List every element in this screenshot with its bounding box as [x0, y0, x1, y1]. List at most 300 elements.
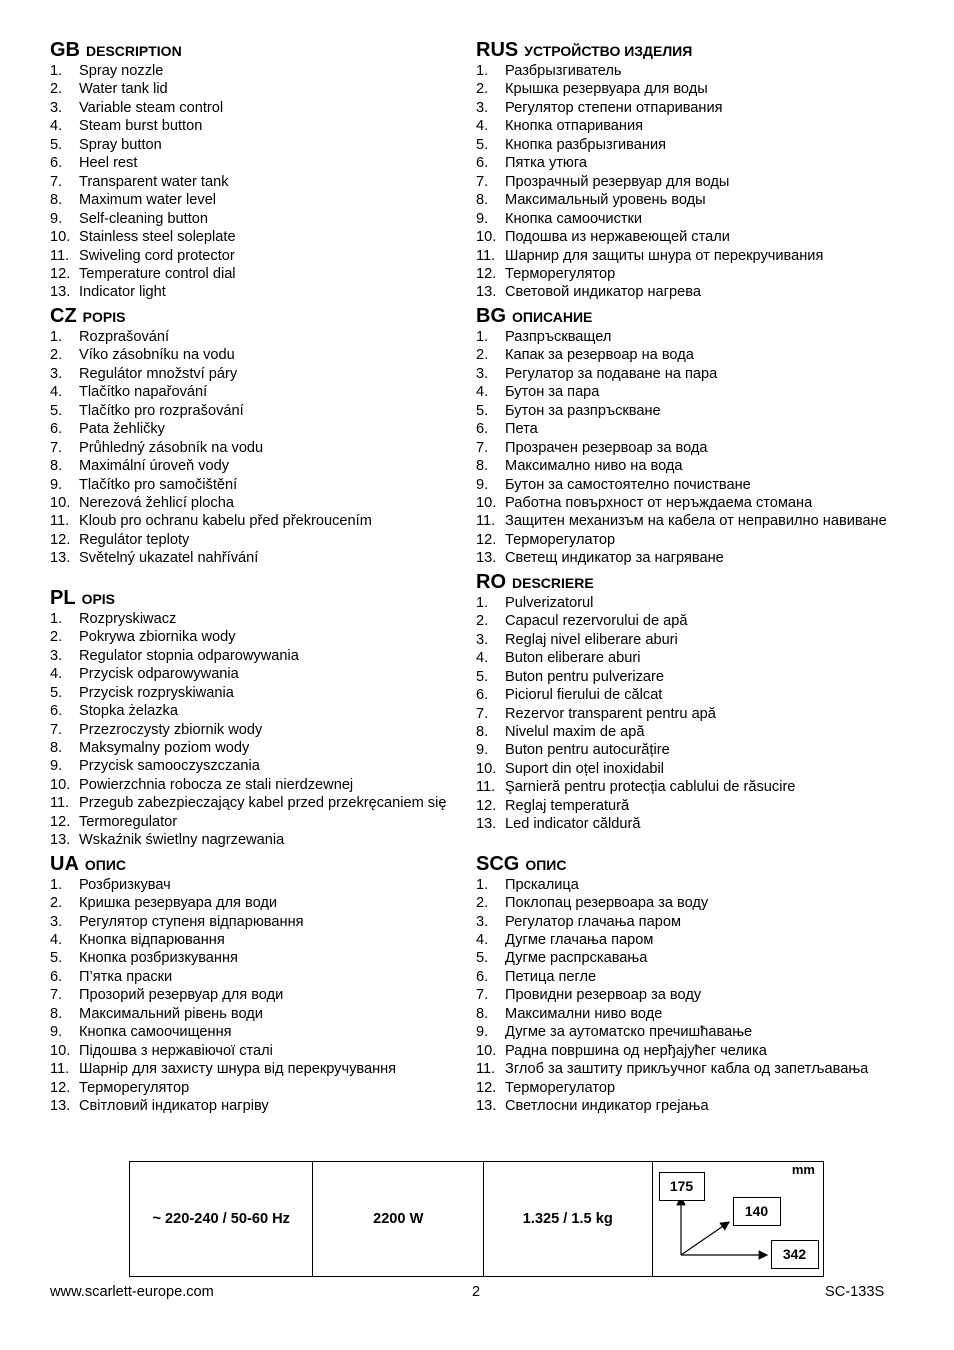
item-number: 3. — [50, 365, 63, 382]
list-item — [476, 815, 896, 833]
item-number: 13. — [50, 284, 71, 301]
item-label: Stainless steel soleplate — [79, 229, 236, 246]
list-item — [50, 154, 470, 172]
item-label: Termoregulator — [79, 813, 178, 830]
parts-list — [50, 62, 470, 302]
item-number: 4. — [50, 118, 63, 135]
item-label: Regulator stopnia odparowywania — [79, 647, 299, 664]
list-item — [476, 420, 896, 438]
item-label: Wskaźnik świetlny nagrzewania — [79, 832, 285, 849]
item-label: Підошва з нержавіючої сталі — [79, 1042, 273, 1059]
item-number: 9. — [476, 742, 489, 759]
item-label: Stopka żelazka — [79, 703, 178, 720]
section-heading — [476, 304, 896, 328]
item-label: Buton eliberare aburi — [505, 650, 641, 667]
item-number: 4. — [476, 384, 489, 401]
list-item — [476, 986, 896, 1004]
specifications-table — [129, 1161, 824, 1277]
list-item — [476, 649, 896, 667]
item-number: 10. — [476, 494, 497, 511]
item-label: Терморегулатор — [505, 531, 616, 548]
list-item — [476, 1097, 896, 1115]
item-number: 6. — [50, 968, 63, 985]
item-label: Variable steam control — [79, 99, 224, 116]
item-number: 10. — [476, 760, 497, 777]
language-code: UA — [50, 852, 79, 875]
list-item — [50, 665, 470, 683]
section-cz — [50, 304, 470, 568]
list-item — [476, 1060, 896, 1078]
list-item — [476, 705, 896, 723]
list-item — [476, 439, 896, 457]
item-number: 7. — [476, 173, 489, 190]
list-item — [50, 628, 470, 646]
list-item — [50, 1023, 470, 1041]
item-number: 8. — [476, 458, 489, 475]
list-item — [476, 778, 896, 796]
list-item — [50, 831, 470, 849]
item-number: 3. — [50, 99, 63, 116]
item-number: 4. — [50, 932, 63, 949]
list-item — [476, 949, 896, 967]
item-label: Кнопка самоочищення — [79, 1024, 232, 1041]
item-label: Maximální úroveň vody — [79, 458, 230, 475]
item-label: Световой индикатор нагрева — [505, 284, 701, 301]
section-title: ОПИС — [84, 856, 127, 873]
item-label: Работна повърхност от неръждаема стомана — [505, 494, 813, 511]
item-label: Регулятор ступеня відпарювання — [79, 913, 304, 930]
item-number: 7. — [50, 987, 63, 1004]
item-label: Максимално ниво на вода — [505, 458, 683, 475]
section-scg — [476, 852, 896, 1116]
item-label: Piciorul fierului de călcat — [505, 687, 663, 704]
list-item — [476, 612, 896, 630]
item-label: Максимальный уровень воды — [505, 192, 706, 209]
item-number: 13. — [476, 284, 497, 301]
item-label: Regulátor množství páry — [79, 365, 238, 382]
item-label: Self-cleaning button — [79, 210, 208, 227]
section-spacer — [476, 834, 896, 850]
item-number: 11. — [50, 1061, 70, 1078]
item-label: Temperature control dial — [79, 265, 236, 282]
item-number: 9. — [50, 1024, 63, 1041]
item-number: 3. — [476, 913, 489, 930]
item-label: Nivelul maxim de apă — [505, 723, 645, 740]
list-item — [50, 494, 470, 512]
list-item — [50, 265, 470, 283]
list-item — [476, 283, 896, 301]
item-number: 2. — [50, 81, 63, 98]
item-label: Светлосни индикатор грејања — [505, 1098, 709, 1115]
list-item — [50, 402, 470, 420]
item-number: 5. — [476, 668, 489, 685]
depth-dimension: 140 — [733, 1197, 781, 1226]
length-dimension: 342 — [771, 1240, 819, 1269]
list-item — [476, 741, 896, 759]
section-ro — [476, 570, 896, 834]
item-label: Дугме распрскавања — [505, 950, 648, 967]
list-item — [476, 346, 896, 364]
item-number: 1. — [50, 610, 63, 627]
item-number: 8. — [476, 1005, 489, 1022]
section-title: DESCRIPTION — [86, 43, 182, 59]
list-item — [476, 210, 896, 228]
item-number: 5. — [50, 950, 63, 967]
item-label: Бутон за пара — [505, 384, 600, 401]
item-label: Крышка резервуара для воды — [505, 81, 708, 98]
item-number: 4. — [476, 118, 489, 135]
list-item — [50, 549, 470, 567]
item-number: 5. — [50, 136, 63, 153]
item-number: 1. — [476, 328, 489, 345]
item-number: 13. — [50, 1098, 71, 1115]
item-label: Максимальний рівень води — [79, 1005, 263, 1022]
item-label: Powierzchnia robocza ze stali nierdzewnej — [79, 776, 354, 793]
item-number: 1. — [50, 328, 63, 345]
list-item — [476, 383, 896, 401]
item-label: Transparent water tank — [79, 173, 229, 190]
item-number: 10. — [50, 776, 71, 793]
item-label: Петица пегле — [505, 968, 597, 985]
item-label: Reglaj temperatură — [505, 797, 630, 814]
list-item — [476, 62, 896, 80]
item-number: 6. — [476, 968, 489, 985]
item-label: Шарнир для защиты шнура от перекручивания — [505, 247, 824, 264]
item-number: 5. — [476, 402, 489, 419]
list-item — [50, 1060, 470, 1078]
section-spacer — [50, 568, 470, 584]
item-number: 6. — [50, 155, 63, 172]
item-label: Пета — [505, 421, 538, 438]
item-number: 11. — [476, 247, 496, 264]
item-label: Прозрачный резервуар для воды — [505, 173, 730, 190]
item-label: Разбрызгиватель — [505, 63, 622, 79]
item-number: 2. — [50, 347, 63, 364]
item-number: 3. — [50, 913, 63, 930]
item-number: 1. — [476, 876, 489, 893]
list-item — [50, 776, 470, 794]
section-heading — [50, 304, 470, 328]
section-title: ОПИСАНИЕ — [512, 308, 593, 325]
item-number: 11. — [50, 795, 70, 812]
list-item — [50, 949, 470, 967]
item-label: Tlačítko pro samočištění — [79, 476, 238, 493]
item-number: 1. — [50, 63, 63, 79]
list-item — [50, 739, 470, 757]
list-item — [50, 476, 470, 494]
section-heading — [476, 570, 896, 594]
list-item — [50, 346, 470, 364]
list-item — [50, 457, 470, 475]
item-label: Swiveling cord protector — [79, 247, 235, 264]
list-item — [50, 383, 470, 401]
item-label: П’ятка праски — [79, 968, 173, 985]
language-code: RO — [476, 570, 506, 593]
list-item — [50, 117, 470, 135]
item-number: 2. — [50, 895, 63, 912]
section-heading — [50, 38, 470, 62]
language-code: RUS — [476, 39, 519, 61]
item-label: Зглоб за заштиту прикључног кабла од запетљавања — [505, 1061, 869, 1078]
list-item — [50, 968, 470, 986]
list-item — [50, 610, 470, 628]
item-label: Tlačítko napařování — [79, 384, 208, 401]
list-item — [476, 457, 896, 475]
list-item — [476, 228, 896, 246]
item-label: Дугме глачања паром — [505, 932, 654, 949]
language-code: SCG — [476, 852, 520, 875]
list-item — [476, 531, 896, 549]
item-number: 11. — [50, 513, 70, 530]
list-item — [476, 668, 896, 686]
list-item — [50, 931, 470, 949]
item-number: 6. — [476, 155, 489, 172]
item-label: Spray nozzle — [79, 63, 164, 79]
item-label: Шарнір для захисту шнура від перекручування — [79, 1061, 397, 1078]
list-item — [50, 99, 470, 117]
list-item — [476, 723, 896, 741]
section-pl — [50, 586, 470, 850]
item-number: 13. — [476, 1098, 497, 1115]
item-label: Защитен механизъм на кабела от неправилно навиване — [505, 513, 887, 530]
item-number: 7. — [476, 705, 489, 722]
item-number: 10. — [476, 229, 497, 246]
list-item — [50, 913, 470, 931]
voltage-cell: ~ 220-240 / 50-60 Hz — [130, 1162, 313, 1276]
list-item — [476, 686, 896, 704]
list-item — [50, 365, 470, 383]
item-label: Дугме за аутоматско пречишћавање — [505, 1024, 753, 1041]
item-label: Suport din oțel inoxidabil — [505, 760, 665, 777]
item-number: 3. — [476, 365, 489, 382]
list-item — [476, 99, 896, 117]
item-number: 5. — [476, 136, 489, 153]
list-item — [476, 631, 896, 649]
left-column — [50, 36, 470, 1116]
item-label: Кнопка відпарювання — [79, 932, 225, 949]
item-label: Кнопка разбрызгивания — [505, 136, 667, 153]
item-label: Пятка утюга — [505, 155, 587, 172]
list-item — [476, 173, 896, 191]
item-number: 1. — [476, 594, 489, 611]
item-number: 1. — [476, 63, 489, 79]
list-item — [50, 702, 470, 720]
section-rus — [476, 38, 896, 302]
list-item — [50, 1042, 470, 1060]
list-item — [50, 1005, 470, 1023]
item-number: 10. — [50, 494, 71, 511]
language-code: CZ — [50, 304, 77, 327]
item-number: 1. — [50, 876, 63, 893]
item-label: Průhledný zásobník na vodu — [79, 439, 264, 456]
item-label: Кнопка самоочистки — [505, 210, 643, 227]
item-number: 9. — [476, 1024, 489, 1041]
item-number: 2. — [50, 629, 63, 646]
list-item — [50, 1079, 470, 1097]
item-label: Регулатор глачања паром — [505, 913, 681, 930]
section-ua — [50, 852, 470, 1116]
footer-website: www.scarlett-europe.com — [50, 1284, 214, 1300]
item-number: 8. — [476, 723, 489, 740]
language-code: PL — [50, 586, 76, 609]
item-label: Кнопка отпаривания — [505, 118, 644, 135]
list-item — [50, 876, 470, 894]
power-cell: 2200 W — [313, 1162, 484, 1276]
item-number: 3. — [476, 99, 489, 116]
item-number: 7. — [50, 439, 63, 456]
item-number: 11. — [50, 247, 70, 264]
list-item — [50, 136, 470, 154]
model-number: SC-133S — [825, 1284, 885, 1300]
item-number: 12. — [50, 265, 71, 282]
item-number: 11. — [476, 1061, 496, 1078]
item-label: Spray button — [79, 136, 162, 153]
page-number: 2 — [472, 1284, 481, 1300]
parts-list — [50, 610, 470, 850]
list-item — [50, 328, 470, 346]
list-item — [50, 80, 470, 98]
item-label: Przycisk rozpryskiwania — [79, 684, 234, 701]
item-number: 13. — [476, 816, 497, 833]
item-number: 8. — [476, 192, 489, 209]
item-number: 3. — [50, 647, 63, 664]
list-item — [50, 1097, 470, 1115]
list-item — [476, 594, 896, 612]
item-number: 11. — [476, 779, 496, 796]
section-title: DESCRIERE — [512, 574, 594, 591]
item-number: 6. — [50, 703, 63, 720]
item-label: Przycisk samooczyszczania — [79, 758, 260, 775]
item-number: 12. — [50, 531, 71, 548]
item-label: Heel rest — [79, 155, 138, 172]
list-item — [50, 439, 470, 457]
parts-list — [476, 876, 896, 1116]
item-number: 13. — [476, 550, 497, 567]
item-number: 2. — [476, 347, 489, 364]
list-item — [476, 760, 896, 778]
parts-list — [476, 328, 896, 568]
list-item — [476, 402, 896, 420]
item-number: 10. — [50, 1042, 71, 1059]
list-item — [476, 931, 896, 949]
item-label: Buton pentru autocurățire — [505, 742, 670, 759]
list-item — [50, 721, 470, 739]
item-number: 12. — [50, 1079, 71, 1096]
parts-list — [476, 62, 896, 302]
list-item — [476, 154, 896, 172]
item-number: 4. — [476, 932, 489, 949]
list-item — [476, 913, 896, 931]
list-item — [50, 420, 470, 438]
list-item — [50, 173, 470, 191]
list-item — [476, 80, 896, 98]
list-item — [476, 191, 896, 209]
item-number: 9. — [50, 758, 63, 775]
list-item — [50, 986, 470, 1004]
item-label: Pata žehličky — [79, 421, 165, 438]
item-number: 8. — [50, 192, 63, 209]
item-label: Прозрачен резервоар за вода — [505, 439, 708, 456]
item-number: 12. — [476, 1079, 497, 1096]
section-bg — [476, 304, 896, 568]
item-label: Терморегулатор — [505, 1079, 616, 1096]
list-item — [476, 365, 896, 383]
item-number: 2. — [476, 613, 489, 630]
item-label: Радна површина од нерђајућег челика — [505, 1042, 767, 1059]
item-label: Przegub zabezpieczający kabel przed przekręcaniem się — [79, 795, 447, 812]
item-number: 5. — [50, 402, 63, 419]
item-number: 10. — [50, 229, 71, 246]
list-item — [476, 265, 896, 283]
right-column — [476, 36, 896, 1116]
list-item — [476, 1023, 896, 1041]
item-number: 12. — [50, 813, 71, 830]
section-heading — [476, 852, 896, 876]
item-label: Прозорий резервуар для води — [79, 987, 284, 1004]
item-number: 9. — [50, 476, 63, 493]
item-number: 7. — [476, 987, 489, 1004]
item-label: Регулятор степени отпаривания — [505, 99, 723, 116]
list-item — [50, 647, 470, 665]
item-number: 11. — [476, 513, 496, 530]
list-item — [476, 247, 896, 265]
item-number: 6. — [476, 687, 489, 704]
language-code: GB — [50, 39, 80, 61]
item-number: 12. — [476, 797, 497, 814]
item-label: Капак за резервоар на вода — [505, 347, 694, 364]
item-label: Поклопац резервоара за воду — [505, 895, 709, 912]
item-number: 8. — [50, 1005, 63, 1022]
item-label: Rozprašování — [79, 328, 170, 345]
item-label: Максимални ниво воде — [505, 1005, 663, 1022]
dimensions-cell — [653, 1162, 824, 1276]
list-item — [50, 894, 470, 912]
item-number: 2. — [476, 81, 489, 98]
item-number: 12. — [476, 531, 497, 548]
list-item — [50, 757, 470, 775]
item-label: Разпръскващел — [505, 328, 612, 345]
list-item — [50, 191, 470, 209]
item-number: 7. — [50, 721, 63, 738]
item-number: 4. — [50, 384, 63, 401]
section-heading — [50, 852, 470, 876]
item-label: Przezroczysty zbiornik wody — [79, 721, 263, 738]
item-number: 9. — [476, 210, 489, 227]
item-label: Víko zásobníku na vodu — [79, 347, 235, 364]
list-item — [476, 968, 896, 986]
item-number: 13. — [50, 832, 71, 849]
item-label: Терморегулятор — [79, 1079, 190, 1096]
item-number: 2. — [476, 895, 489, 912]
height-dimension: 175 — [659, 1172, 705, 1201]
list-item — [50, 283, 470, 301]
item-label: Кришка резервуара для води — [79, 895, 278, 912]
section-heading — [476, 38, 896, 62]
section-title: POPIS — [82, 308, 126, 325]
list-item — [476, 894, 896, 912]
item-label: Przycisk odparowywania — [79, 666, 239, 683]
item-label: Buton pentru pulverizare — [505, 668, 665, 685]
item-label: Регулатор за подаване на пара — [505, 365, 718, 382]
list-item — [476, 512, 896, 530]
item-label: Water tank lid — [79, 81, 168, 98]
item-number: 4. — [50, 666, 63, 683]
section-title: УСТРОЙСТВО ИЗДЕЛИЯ — [524, 43, 693, 59]
item-label: Reglaj nivel eliberare aburi — [505, 631, 678, 648]
list-item — [50, 531, 470, 549]
item-label: Capacul rezervorului de apă — [505, 613, 688, 630]
item-label: Кнопка розбризкування — [79, 950, 238, 967]
